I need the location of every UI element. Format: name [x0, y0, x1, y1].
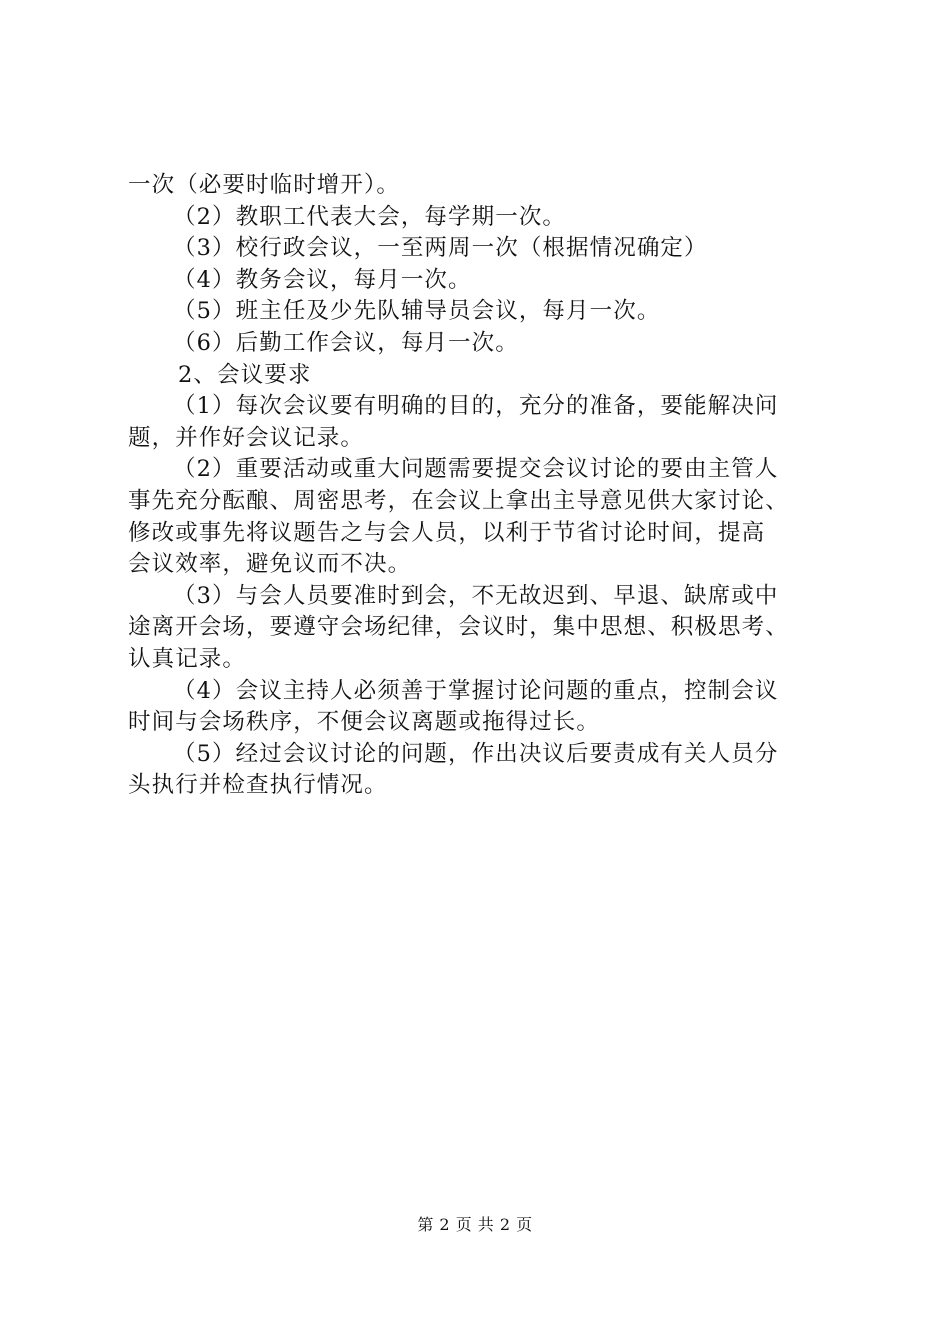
body-line: （2）教职工代表大会，每学期一次。 [173, 203, 567, 230]
body-line: 头执行并检查执行情况。 [128, 772, 388, 799]
body-line: （1）每次会议要有明确的目的，充分的准备，要能解决问 [173, 393, 779, 420]
body-line: （3）校行政会议，一至两周一次（根据情况确定） [173, 235, 708, 262]
body-line: 事先充分酝酿、周密思考，在会议上拿出主导意见供大家讨论、 [128, 487, 789, 514]
section-heading: 2、会议要求 [178, 361, 312, 388]
body-line: 途离开会场，要遵守会场纪律，会议时，集中思想、积极思考、 [128, 614, 789, 641]
body-line: （4）教务会议，每月一次。 [173, 266, 472, 293]
body-line: （5）经过会议讨论的问题，作出决议后要责成有关人员分 [173, 740, 779, 767]
body-line: 一次（必要时临时增开）。 [128, 172, 400, 198]
body-line: （5）班主任及少先队辅导员会议，每月一次。 [173, 298, 661, 325]
body-line: 修改或事先将议题告之与会人员，以利于节省讨论时间，提高 [128, 519, 766, 546]
body-line: （2）重要活动或重大问题需要提交会议讨论的要由主管人 [173, 456, 779, 483]
body-line: 会议效率，避免议而不决。 [128, 551, 412, 578]
body-line: （4）会议主持人必须善于掌握讨论问题的重点，控制会议 [173, 677, 779, 704]
body-line: 题，并作好会议记录。 [128, 424, 365, 451]
body-line: 认真记录。 [128, 645, 247, 672]
body-line: 时间与会场秩序，不便会议离题或拖得过长。 [128, 709, 601, 736]
body-line: （6）后勤工作会议，每月一次。 [173, 329, 519, 356]
document-body [128, 170, 833, 802]
page-number-footer: 第 2 页 共 2 页 [417, 1215, 533, 1234]
body-line: （3）与会人员要准时到会，不无故迟到、早退、缺席或中 [173, 582, 779, 609]
